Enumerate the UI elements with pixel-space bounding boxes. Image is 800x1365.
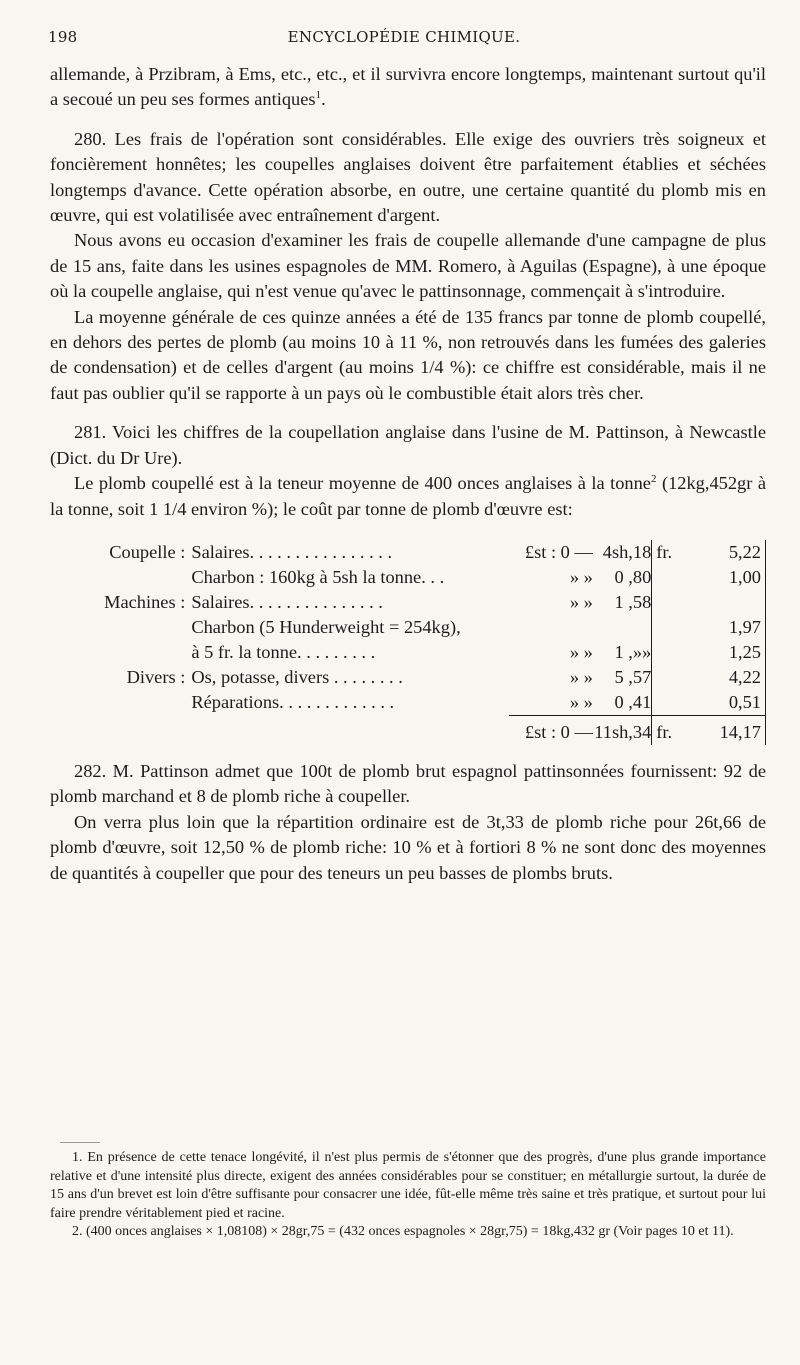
running-title: ENCYCLOPÉDIE CHIMIQUE. [287,28,521,46]
table-row [50,540,766,565]
paragraph-romero: Nous avons eu occasion d'examiner les frais de coupelle allemande d'une campagne de plus de 15 ans, faite dans les usines espagnoles de MM. Romero, à Aguilas (Espagne), à une époque où la coupelle anglaise, qui n'est venue qu'avec le pattinsonnage, commençait à s'introduire. [50,230,766,302]
paragraph-moyenne: La moyenne générale de ces quinze années a été de 135 francs par tonne de plomb coupellé, en dehors des pertes de plomb (au moins 10 à 11 %, non retrouvés dans les fumées des galeries de condensation) et de celles d'argent (au moins 1/4 %): ce chiffre est considérable, mais il ne faut pas oublier qu'il se rapporte à un pays où le combustible était alors très cher. [50,306,766,403]
row-category [50,690,191,716]
row-pounds: » » [569,641,593,662]
row-category: Divers : [126,666,186,687]
row-franc-unit [652,665,704,690]
table-row [50,690,766,716]
total-fr: fr. [652,715,704,745]
footnote-ref-1[interactable]: 1 [315,89,322,102]
footnote-2: 2. (400 onces anglaises × 1,08108) × 28gr,75 = (432 onces espagnoles × 28gr,75) = 18kg,432 gr (Voir pages 10 et 11). [72,1224,734,1240]
footnotes [50,1149,766,1242]
footnote-rule [60,1142,100,1143]
row-item: Os, potasse, divers . . . . . . . . [191,666,403,687]
footnote-1: 1. En présence de cette tenace longévité, il n'est plus permis de s'étonner que des progrès, d'une plus grande importance relative et d'une intensité plus directe, exigent des années considérables pour se constituer; en métallurgie surtout, la durée de 15 ans d'un brevet est loin d'être suffisante pour consacrer une idée, fût-elle même très saine et très pratique, et surtout pour lui faire prendre véritablement pied et racine. [50,1150,766,1221]
row-shillings: 0 ,80 [614,566,652,587]
row-pounds [509,615,593,640]
row-pounds: » » [569,566,593,587]
row-pounds: » » [569,691,593,712]
page-body [50,62,766,886]
row-category [50,615,191,640]
row-shillings: 4sh,18 [602,541,652,562]
row-item: Salaires. . . . . . . . . . . . . . . . [191,541,393,562]
row-item: Réparations. . . . . . . . . . . . . [191,691,395,712]
table-row [50,665,766,690]
row-shillings: 1 ,»» [614,641,652,662]
table-row [50,590,766,615]
total-fv: 14,17 [704,715,766,745]
cost-table [50,540,766,745]
total-spacer [50,715,191,745]
row-pounds: » » [569,591,593,612]
row-shillings: 1 ,58 [614,591,652,612]
row-pounds: » » [569,666,593,687]
paragraph-281: 281. Voici les chiffres de la coupellation anglaise dans l'usine de M. Pattinson, à Newcastle (Dict. du Dr Ure). [50,422,766,468]
row-franc-unit [652,690,704,716]
total-spacer [191,715,509,745]
table-total-row [50,715,766,745]
row-franc-unit: fr. [652,540,704,565]
row-shillings [593,615,652,640]
row-franc-unit [652,615,704,640]
row-item: Salaires. . . . . . . . . . . . . . . [191,591,383,612]
row-francs: 1,25 [704,640,766,665]
paragraph-repartition: On verra plus loin que la répartition ordinaire est de 3t,33 de plomb riche pour 26t,66 de plomb d'œuvre, soit 12,50 % de plomb riche: 10 % et à fortiori 8 % ne sont donc des moyennes de quantités à coupeller que pour des teneurs un peu basses de plombs bruts. [50,811,766,883]
row-franc-unit [652,640,704,665]
row-pounds: £st : 0 — [524,541,593,562]
paragraph-282: 282. M. Pattinson admet que 100t de plomb brut espagnol pattinsonnées fournissent: 92 de plomb marchand et 8 de plomb riche à coupeller. [50,760,766,807]
running-header [48,28,760,50]
row-category [50,640,191,665]
paragraph-continuation: allemande, à Przibram, à Ems, etc., etc., et il survivra encore longtemps, maintenant surtout qu'il a secoué un peu ses formes antiques$^1$. [50,64,766,110]
row-francs: 5,22 [704,540,766,565]
paragraph-plomb-coupelle: Le plomb coupellé est à la teneur moyenne de 400 onces anglaises à la tonne$^2$ (12kg,452gr à la tonne, soit 1 1/4 environ %); le coût par tonne de plomb d'œuvre est: [50,472,766,519]
footnote-ref-2[interactable]: 2 [650,472,657,485]
row-francs: 1,97 [704,615,766,640]
row-shillings: 5 ,57 [614,666,652,687]
table-row [50,565,766,590]
row-francs: 0,51 [704,690,766,716]
table-row [50,640,766,665]
row-item: Charbon : 160kg à 5sh la tonne. . . [191,566,445,587]
row-francs: 1,00 [704,565,766,590]
row-francs: 4,22 [704,665,766,690]
total-sh: 11sh,34 [593,715,652,745]
table-row [50,615,766,640]
total-lst: £st : 0 — [509,715,593,745]
row-franc-unit [652,565,704,590]
row-category [50,565,191,590]
paragraph-280: 280. Les frais de l'opération sont considérables. Elle exige des ouvriers très soigneux et foncièrement honnêtes; les coupelles anglaises doivent être parfaitement établies et séchées longtemps d'avance. Cette opération absorbe, en outre, une certaine quantité du plomb mis en œuvre, qui est volatilisée avec entraînement d'argent. [50,128,766,226]
row-category: Coupelle : [109,541,186,562]
row-category: Machines : [104,591,186,612]
row-shillings: 0 ,41 [614,691,652,712]
row-francs [704,590,766,615]
row-franc-unit [652,590,704,615]
row-item: à 5 fr. la tonne. . . . . . . . . [191,641,376,662]
row-item: Charbon (5 Hunderweight = 254kg), [191,616,461,637]
page-number: 198 [48,28,78,46]
